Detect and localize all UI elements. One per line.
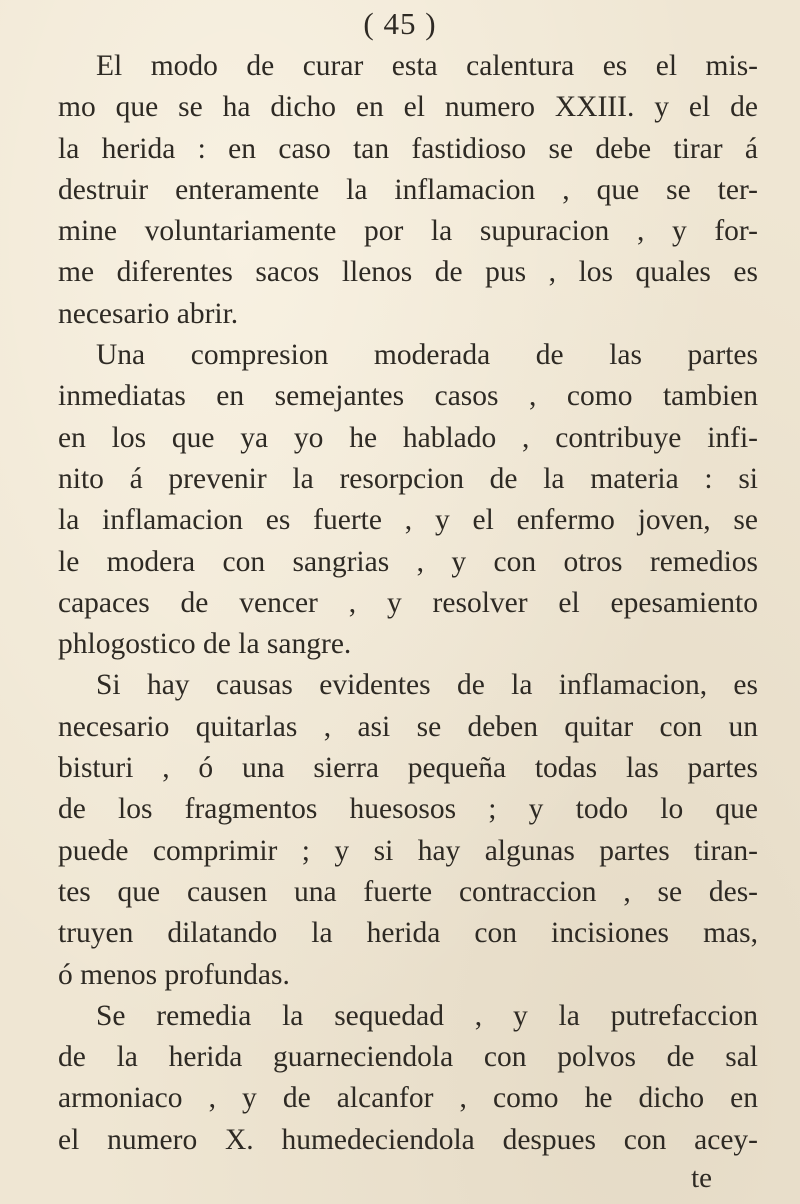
text-line: armoniaco , y de alcanfor , como he dicho en [58,1082,758,1115]
text-line: necesario abrir. [58,297,239,330]
text-line: destruir enteramente la inflamacion , que se ter- [58,173,758,206]
text-line: me diferentes sacos llenos de pus , los quales es [58,256,758,289]
text-line: tes que causen una fuerte contraccion , se des- [58,875,758,908]
page-number: ( 45 ) [363,6,437,41]
text-line: Si hay causas evidentes de la inflamacion, es [96,669,758,702]
text-line: Una compresion moderada de las partes [96,339,758,372]
text-line: bisturi , ó una sierra pequeña todas las partes [58,752,758,785]
text-line: de los fragmentos huesosos ; y todo lo que [58,793,758,826]
text-line: capaces de vencer , y resolver el epesamiento [58,586,758,619]
text-line: la herida : en caso tan fastidioso se debe tirar á [58,132,758,165]
catchword: te [691,1162,712,1194]
text-line: truyen dilatando la herida con incisiones mas, [58,917,758,950]
text-line: Se remedia la sequedad , y la putrefaccion [96,999,758,1032]
text-line: ó menos profundas. [58,958,290,991]
text-line: El modo de curar esta calentura es el mis- [96,50,758,82]
text-line: el numero X. humedeciendola despues con acey- [58,1123,758,1156]
text-line: inmediatas en semejantes casos , como tambien [58,380,758,413]
text-line: mo que se ha dicho en el numero XXIII. y el de [58,91,758,124]
text-line: necesario quitarlas , asi se deben quitar con un [58,710,758,743]
text-line: mine voluntariamente por la supuracion , y for- [58,215,758,248]
text-line: en los que ya yo he hablado , contribuye infi- [58,421,758,454]
text-line: le modera con sangrias , y con otros remedios [58,545,758,578]
text-line: la inflamacion es fuerte , y el enfermo joven, se [58,504,758,537]
text-line: de la herida guarneciendola con polvos de sal [58,1041,758,1074]
text-line: phlogostico de la sangre. [58,628,352,661]
text-line: puede comprimir ; y si hay algunas partes tiran- [58,834,758,867]
text-line: nito á prevenir la resorpcion de la materia : si [58,462,758,495]
body-text [58,46,758,1161]
